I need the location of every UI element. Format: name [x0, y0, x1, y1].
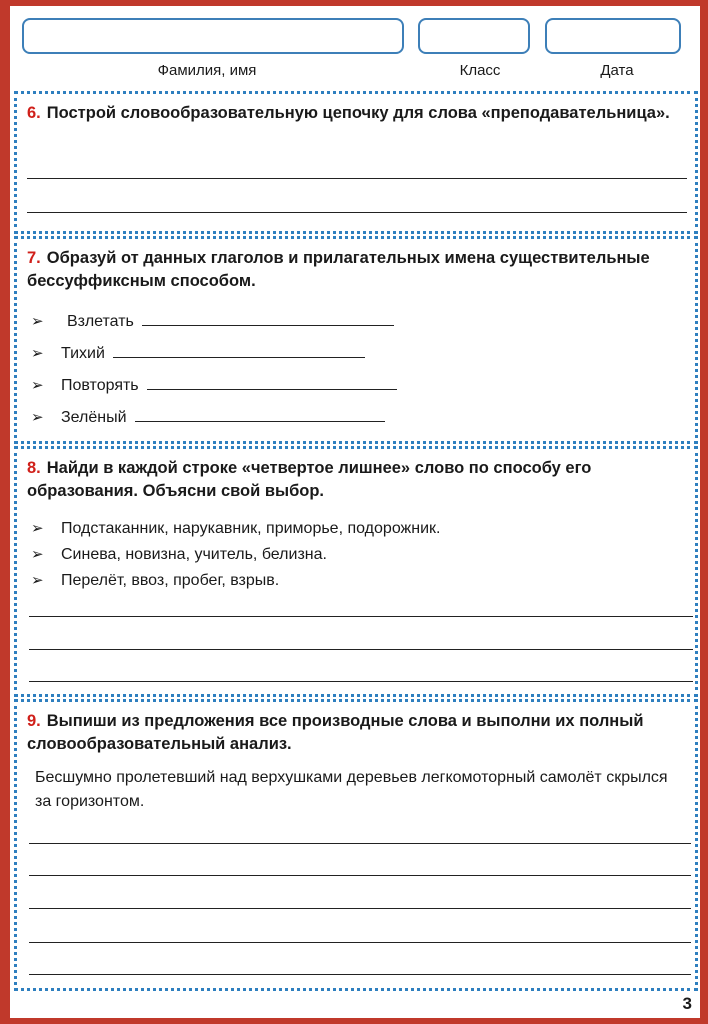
arrow-bullet-icon: ➢	[31, 377, 44, 394]
arrow-bullet-icon: ➢	[31, 313, 44, 330]
answer-line[interactable]	[29, 942, 691, 943]
answer-blank[interactable]	[142, 311, 394, 326]
task-7-item: ➢ Тихий	[31, 343, 365, 364]
arrow-bullet-icon: ➢	[31, 546, 44, 563]
answer-line[interactable]	[29, 681, 693, 682]
answer-line[interactable]	[27, 178, 687, 179]
date-input-box[interactable]	[545, 18, 681, 54]
task-6-title	[27, 102, 685, 125]
task-8	[14, 446, 698, 697]
task-8-item: ➢ Перелёт, ввоз, пробег, взрыв.	[31, 572, 280, 589]
arrow-bullet-icon: ➢	[31, 345, 44, 362]
task-8-text: Найди в каждой строке «четвертое лишнее» слово по способу его образования. Объясни свой выбор.	[27, 459, 592, 500]
task-9	[14, 699, 698, 991]
answer-line[interactable]	[27, 212, 687, 213]
answer-line[interactable]	[29, 875, 691, 876]
task-8-title	[27, 457, 685, 503]
answer-blank[interactable]	[113, 343, 365, 358]
answer-blank[interactable]	[147, 375, 397, 390]
arrow-bullet-icon: ➢	[31, 572, 44, 589]
task-8-number: 8.	[27, 459, 41, 477]
class-label: Класс	[459, 62, 501, 79]
arrow-bullet-icon: ➢	[31, 409, 44, 426]
task-7-item: ➢ Повторять	[31, 375, 397, 396]
class-input-box[interactable]	[418, 18, 530, 54]
task-6-text: Построй словообразовательную цепочку для слова «преподавательница».	[46, 104, 670, 122]
task-6-number: 6.	[27, 104, 41, 122]
answer-line[interactable]	[29, 974, 691, 975]
page-number: 3	[682, 994, 692, 1013]
name-input-box[interactable]	[22, 18, 404, 54]
answer-line[interactable]	[29, 908, 691, 909]
task-8-item: ➢ Подстаканник, нарукавник, приморье, подорожник.	[31, 520, 441, 537]
task-7-text: Образуй от данных глаголов и прилагательных имена существительные бессуффиксным способом.	[27, 249, 650, 290]
task-9-text: Выпиши из предложения все производные слова и выполни их полный словообразовательный анализ.	[27, 712, 644, 753]
task-7	[14, 236, 698, 444]
task-9-title	[27, 710, 685, 756]
answer-line[interactable]	[29, 649, 693, 650]
task-9-number: 9.	[27, 712, 41, 730]
task-7-title	[27, 247, 685, 293]
task-7-item: ➢ Взлетать	[31, 311, 394, 332]
answer-blank[interactable]	[135, 407, 385, 422]
worksheet-page	[10, 6, 700, 1018]
task-6	[14, 91, 698, 234]
date-label: Дата	[600, 62, 634, 79]
task-9-sentence: Бесшумно пролетевший над верхушками деревьев легкомоторный самолёт скрылся за горизонтом.	[35, 769, 668, 810]
task-7-number: 7.	[27, 249, 41, 267]
task-7-item: ➢ Зелёный	[31, 407, 385, 428]
answer-line[interactable]	[29, 616, 693, 617]
task-8-item: ➢ Синева, новизна, учитель, белизна.	[31, 546, 327, 563]
arrow-bullet-icon: ➢	[31, 520, 44, 537]
name-label: Фамилия, имя	[157, 62, 257, 79]
answer-line[interactable]	[29, 843, 691, 844]
